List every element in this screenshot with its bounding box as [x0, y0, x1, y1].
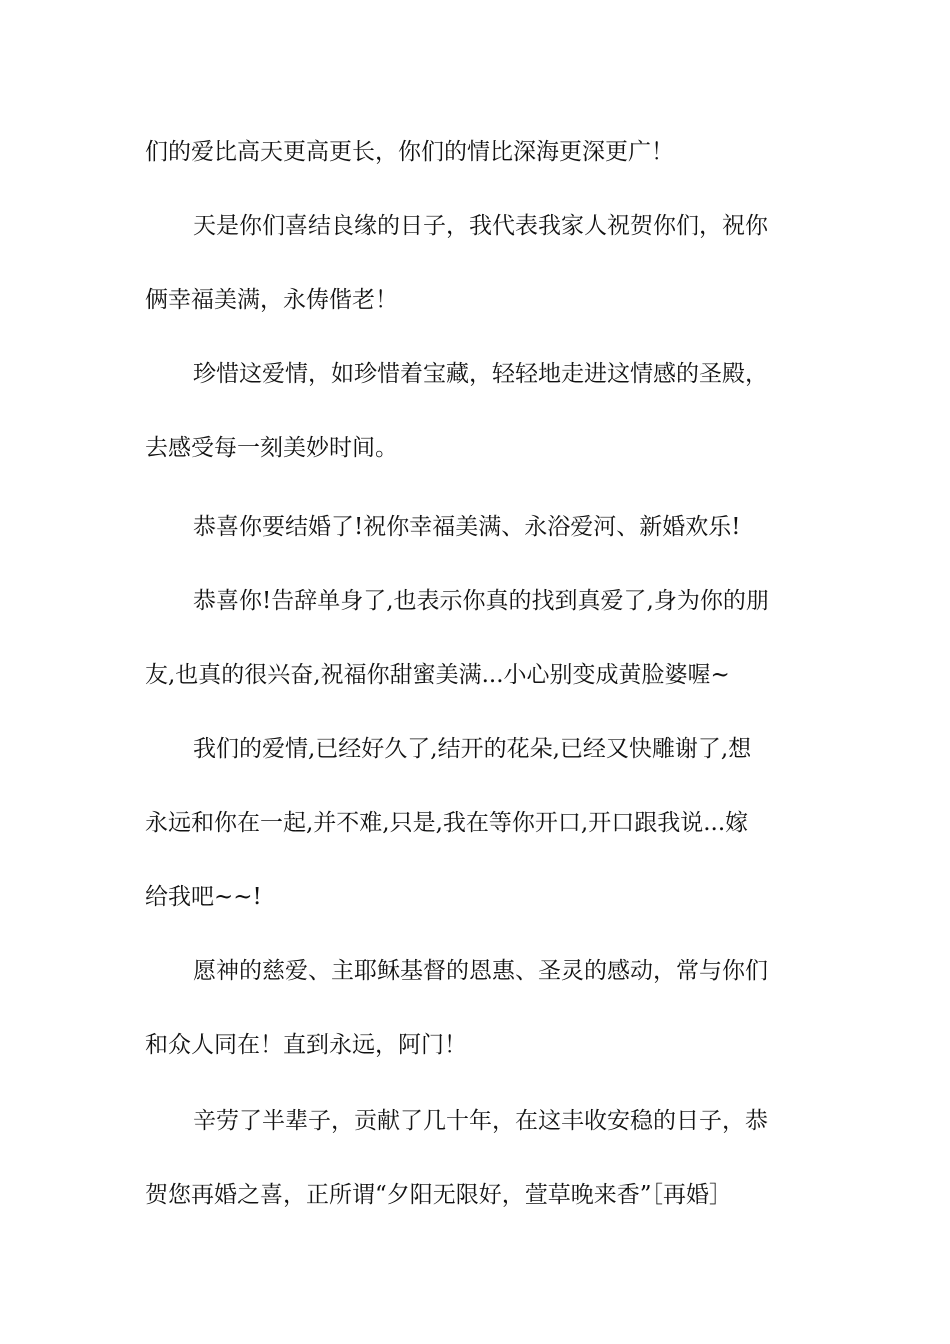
text-line: 天是你们喜结良缘的日子，我代表我家人祝贺你们，祝你 [193, 213, 768, 239]
text-line: 去感受每一刻美妙时间。 [145, 435, 398, 461]
text-line: 恭喜你!告辞单身了,也表示你真的找到真爱了,身为你的朋 [193, 588, 769, 614]
text-line: 愿神的慈爱、主耶稣基督的恩惠、圣灵的感动，常与你们 [193, 958, 768, 984]
text-line: 友,也真的很兴奋,祝福你甜蜜美满...小心别变成黄脸婆喔~ [145, 662, 730, 688]
text-line: 永远和你在一起,并不难,只是,我在等你开口,开口跟我说...嫁 [145, 810, 749, 836]
text-line: 贺您再婚之喜，正所谓“夕阳无限好，萱草晚来香”［再婚］ [145, 1182, 733, 1208]
text-line: 俩幸福美满，永俦偕老！ [145, 287, 398, 313]
text-line: 我们的爱情,已经好久了,结开的花朵,已经又快雕谢了,想 [193, 736, 752, 762]
text-line: 珍惜这爱情，如珍惜着宝藏，轻轻地走进这情感的圣殿， [193, 361, 768, 387]
text-line: 们的爱比高天更高更长，你们的情比深海更深更广！ [145, 139, 674, 165]
text-line: 给我吧~~! [145, 884, 262, 910]
text-line: 恭喜你要结婚了!祝你幸福美满、永浴爱河、新婚欢乐! [193, 514, 741, 540]
text-line: 辛劳了半辈子，贡献了几十年，在这丰收安稳的日子，恭 [193, 1108, 768, 1134]
text-line: 和众人同在！直到永远，阿门！ [145, 1032, 467, 1058]
